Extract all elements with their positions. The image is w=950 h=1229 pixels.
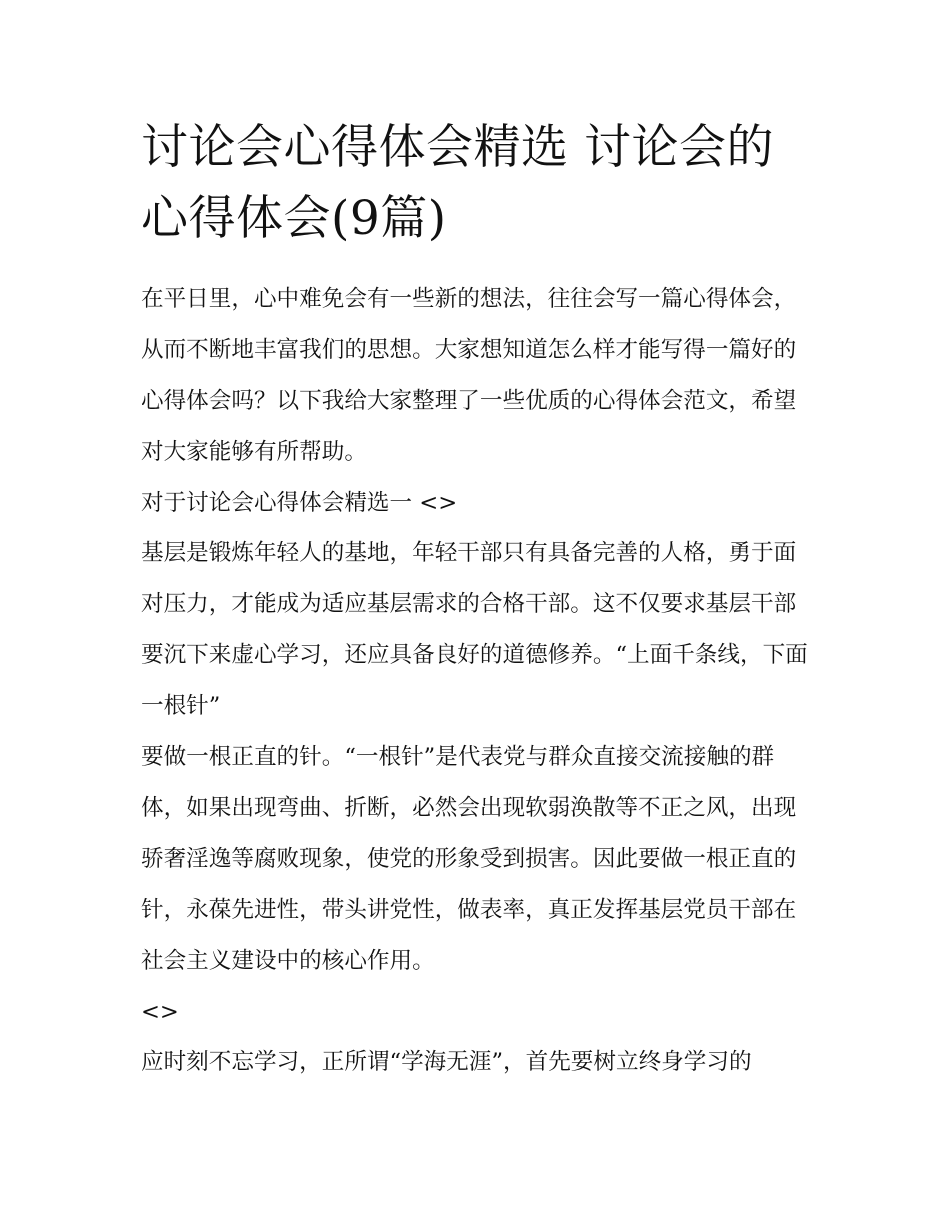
placeholder-marker: <>: [141, 999, 179, 1025]
body-paragraph-1: 基层是锻炼年轻人的基地，年轻干部只有具备完善的人格，勇于面对压力，才能成为适应基层需求的合格干部。这不仅要求基层干部要沉下来虚心学习，还应具备良好的道德修养。“上面千条线，下面一根针”: [141, 540, 808, 719]
section-heading-1: 对于讨论会心得体会精选一 <>: [141, 490, 458, 516]
document-body: [141, 112, 813, 1088]
intro-paragraph: 在平日里，心中难免会有一些新的想法，往往会写一篇心得体会，从而不断地丰富我们的思想。大家想知道怎么样才能写得一篇好的心得体会吗？以下我给大家整理了一些优质的心得体会范文，希望对大家能够有所帮助。: [141, 286, 797, 465]
body-paragraph-3: 应时刻不忘学习，正所谓“学海无涯”，首先要树立终身学习的: [141, 1049, 752, 1075]
body-paragraph-2: 要做一根正直的针。“一根针”是代表党与群众直接交流接触的群体，如果出现弯曲、折断，必然会出现软弱涣散等不正之风，出现骄奢淫逸等腐败现象，使党的形象受到损害。因此要做一根正直的针，永葆先进性，带头讲党性，做表率，真正发挥基层党员干部在社会主义建设中的核心作用。: [141, 744, 797, 974]
document-title: 讨论会心得体会精选 讨论会的心得体会(9篇): [141, 120, 774, 246]
